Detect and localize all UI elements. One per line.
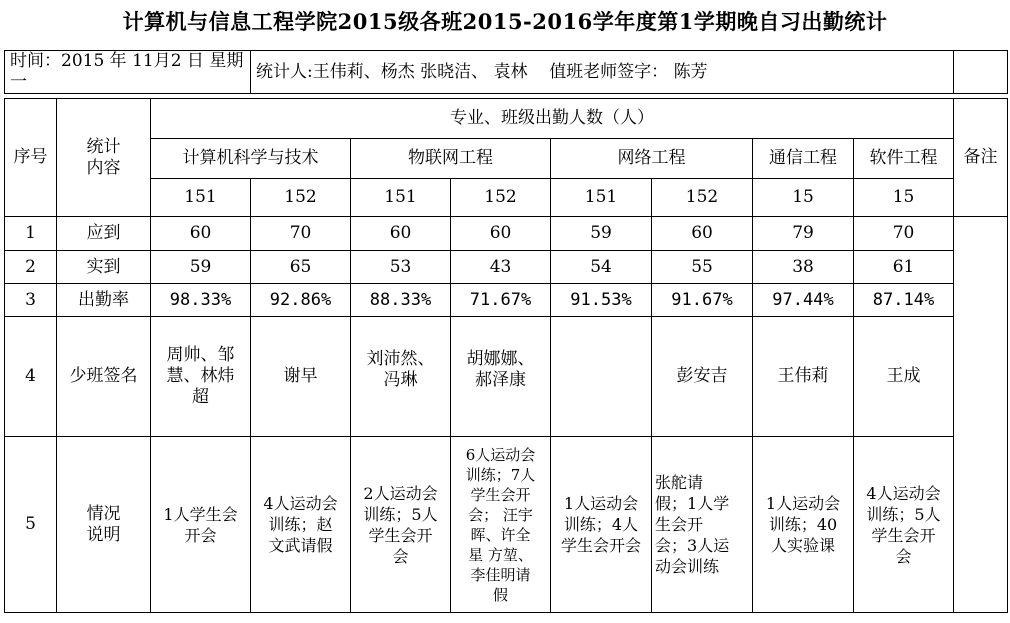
value-cell: 79 xyxy=(753,217,854,251)
stats-cell xyxy=(251,51,954,94)
class-cell: 152 xyxy=(251,179,351,217)
value-cell: 60 xyxy=(151,217,251,251)
absent-cell: 刘沛然、 冯琳 xyxy=(351,317,451,437)
note-cell: 4人运动会 训练；赵 文武请假 xyxy=(251,437,351,613)
seq-cell: 1 xyxy=(5,217,57,251)
class-cell: 152 xyxy=(451,179,551,217)
rate-cell: 97.44% xyxy=(753,284,854,317)
meta-row xyxy=(5,51,1008,94)
seq-cell: 2 xyxy=(5,251,57,284)
major-software: 软件工程 xyxy=(854,139,954,179)
value-cell: 60 xyxy=(451,217,551,251)
value-cell: 43 xyxy=(451,251,551,284)
meta-blank-cell xyxy=(954,51,1008,94)
value-cell: 55 xyxy=(652,251,753,284)
actual-row xyxy=(5,251,1008,284)
value-cell: 38 xyxy=(753,251,854,284)
notes-row xyxy=(5,437,1008,613)
class-cell: 15 xyxy=(854,179,954,217)
class-cell: 151 xyxy=(351,179,451,217)
note-cell: 1人运动会 训练；4人 学生会开会 xyxy=(551,437,652,613)
note-cell: 6人运动会 训练；7人 学生会开 会； 汪宇 晖、许全 星 方堃、 李佳明请 假 xyxy=(451,437,551,613)
absent-cell: 周帅、邹 慧、林炜 超 xyxy=(151,317,251,437)
value-cell: 70 xyxy=(854,217,954,251)
absent-cell xyxy=(551,317,652,437)
major-cs: 计算机科学与技术 xyxy=(151,139,351,179)
class-cell: 151 xyxy=(551,179,652,217)
value-cell: 60 xyxy=(652,217,753,251)
value-cell: 59 xyxy=(151,251,251,284)
absent-row xyxy=(5,317,1008,437)
absent-cell: 谢早 xyxy=(251,317,351,437)
rate-cell: 92.86% xyxy=(251,284,351,317)
seq-cell: 4 xyxy=(5,317,57,437)
group-header: 专业、班级出勤人数（人） xyxy=(151,99,954,139)
note-cell: 4人运动会 训练；5人 学生会开 会 xyxy=(854,437,954,613)
value-cell: 54 xyxy=(551,251,652,284)
major-row xyxy=(5,139,1008,179)
value-cell: 60 xyxy=(351,217,451,251)
row-label: 出勤率 xyxy=(57,284,151,317)
seq-cell: 5 xyxy=(5,437,57,613)
note-cell: 张舵请 假；1人学 生会开 会；3人运 动会训练 xyxy=(652,437,753,613)
rate-cell: 91.67% xyxy=(652,284,753,317)
row-label: 情况 说明 xyxy=(57,437,151,613)
page-title: 计算机与信息工程学院2015级各班2015-2016学年度第1学期晚自习出勤统计 xyxy=(122,9,888,34)
row-label: 应到 xyxy=(57,217,151,251)
value-cell: 53 xyxy=(351,251,451,284)
note-cell: 1人运动会 训练；40 人实验课 xyxy=(753,437,854,613)
row-label: 实到 xyxy=(57,251,151,284)
class-cell: 151 xyxy=(151,179,251,217)
attendance-table xyxy=(4,50,1008,613)
major-network: 网络工程 xyxy=(551,139,753,179)
note-cell: 1人学生会 开会 xyxy=(151,437,251,613)
rate-row xyxy=(5,284,1008,317)
absent-cell: 王成 xyxy=(854,317,954,437)
class-cell: 152 xyxy=(652,179,753,217)
stats-person: 统计人:王伟莉、杨杰 张晓洁、 袁林 xyxy=(256,61,528,82)
rate-cell: 88.33% xyxy=(351,284,451,317)
rate-cell: 71.67% xyxy=(451,284,551,317)
rate-cell: 87.14% xyxy=(854,284,954,317)
value-cell: 61 xyxy=(854,251,954,284)
major-iot: 物联网工程 xyxy=(351,139,551,179)
value-cell: 65 xyxy=(251,251,351,284)
absent-cell: 彭安吉 xyxy=(652,317,753,437)
class-row xyxy=(5,179,1008,217)
seq-cell: 3 xyxy=(5,284,57,317)
header-row-1 xyxy=(5,99,1008,139)
note-cell: 2人运动会 训练；5人 学生会开 会 xyxy=(351,437,451,613)
absent-cell: 王伟莉 xyxy=(753,317,854,437)
value-cell: 59 xyxy=(551,217,652,251)
remark-header: 备注 xyxy=(954,99,1008,217)
rate-cell: 98.33% xyxy=(151,284,251,317)
class-cell: 15 xyxy=(753,179,854,217)
remark-cell xyxy=(954,217,1008,613)
rate-cell: 91.53% xyxy=(551,284,652,317)
major-comm: 通信工程 xyxy=(753,139,854,179)
expected-row xyxy=(5,217,1008,251)
teacher-sign: 值班老师签字： 陈芳 xyxy=(549,61,708,82)
time-cell: 时间：2015 年 11月2 日 星期一 xyxy=(5,51,251,94)
value-cell: 70 xyxy=(251,217,351,251)
row-label: 少班签名 xyxy=(57,317,151,437)
absent-cell: 胡娜娜、 郝泽康 xyxy=(451,317,551,437)
content-header: 统计 内容 xyxy=(57,99,151,217)
seq-header: 序号 xyxy=(5,99,57,217)
